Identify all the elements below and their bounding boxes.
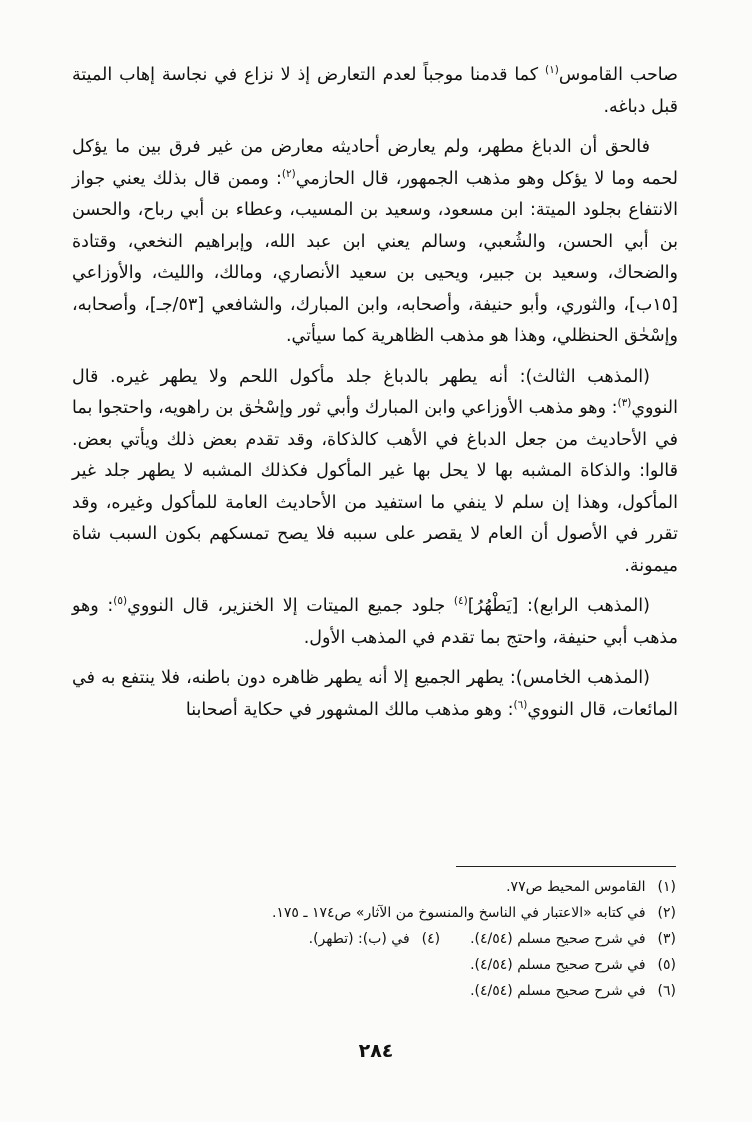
footnote-number: (١) bbox=[657, 879, 676, 895]
paragraph-4 bbox=[72, 591, 678, 654]
footnote-ref-4: (٤) bbox=[453, 595, 468, 608]
text-run: : وهو مذهب الأوزاعي وابن المبارك وأبي ثور وإسْحٰق بن راهويه، واحتجوا بما في الأحاديث من جعل الدباغ في الأهب كالذكاة، وقد تقدم بعض ذلك ويأتي بعض. قالوا: والذكاة المشبه بها لا يحل بها غير المأكول فكذلك المشبه لا يطهر جلد غير المأكول، وهذا إن سلم لا ينفي ما استفيد من الأحاديث العامة للمأكول وغيره، وقد تقرر في الأصول أن العام لا يقصر على سببه فلا يصح تمسكهم بكون السبب شاة ميمونة. bbox=[72, 398, 678, 576]
footnote-5 bbox=[256, 952, 676, 978]
footnote-ref-5: (٥) bbox=[113, 595, 128, 608]
text-run: : وممن قال بذلك يعني جواز الانتفاع بجلود الميتة: ابن مسعود، وسعيد بن المسيب، وعطاء بن أبي رباح، والحسن بن أبي الحسن، والشُعبي، وسالم يعني ابن عبد الله، وإبراهيم النخعي، وقتادة والضحاك، وسعيد بن جبير، ويحيى بن سعيد الأنصاري، ومالك، والليث، والأوزاعي [١٥ب]، والثوري، وأبو حنيفة، وأصحابه، وابن المبارك، والشافعي [٥٣/جـ]، وأصحابه، وإسْحٰق الحنظلي، وهذا هو مذهب الظاهرية كما سيأتي. bbox=[72, 168, 678, 346]
paragraph-2 bbox=[72, 132, 678, 353]
text-run: جلود جميع الميتات إلا الخنزير، قال النووي bbox=[127, 596, 454, 616]
footnote-text: في شرح صحيح مسلم (٤/٥٤). bbox=[470, 983, 646, 999]
footnote-6 bbox=[256, 978, 676, 1004]
footnote-number: (٦) bbox=[657, 983, 676, 999]
main-text bbox=[72, 60, 678, 726]
footnote-number: (٤) bbox=[421, 931, 441, 947]
text-run: (المذهب الرابع): [يَطْهُرُ] bbox=[467, 596, 650, 616]
footnote-2 bbox=[256, 900, 676, 926]
footnote-text: في (ب): (تطهر). bbox=[308, 931, 410, 947]
text-run: : وهو مذهب مالك المشهور في حكاية أصحابنا bbox=[185, 699, 514, 720]
text-run: : وهو مذهب أبي حنيفة، واحتج بما تقدم في المذهب الأول. bbox=[72, 596, 678, 648]
footnote-divider bbox=[456, 866, 676, 867]
footnote-number: (٢) bbox=[657, 905, 676, 921]
footnote-ref-6: (٦) bbox=[513, 698, 528, 711]
footnote-text: في شرح صحيح مسلم (٤/٥٤). bbox=[470, 957, 646, 973]
footnote-number: (٥) bbox=[657, 957, 676, 973]
footnotes bbox=[256, 874, 676, 1004]
text-run: فالحق أن الدباغ مطهر، ولم يعارض أحاديثه معارض من غير فرق بين ما يؤكل لحمه وما لا يؤكل وهو مذهب الجمهور، قال الحازمي bbox=[72, 137, 678, 189]
footnote-3-4 bbox=[256, 926, 676, 952]
paragraph-1 bbox=[72, 60, 678, 123]
text-run: (المذهب الثالث): أنه يطهر بالدباغ جلد مأكول اللحم ولا يطهر غيره. قال النووي bbox=[72, 366, 678, 418]
footnote-ref-1: (١) bbox=[544, 64, 559, 77]
paragraph-5 bbox=[72, 663, 678, 726]
footnote-number: (٣) bbox=[657, 931, 676, 947]
footnote-1 bbox=[256, 874, 676, 900]
footnote-text: في كتابه «الاعتبار في الناسخ والمنسوخ من الآثار» ص١٧٤ ـ ١٧٥. bbox=[271, 905, 646, 921]
text-run: صاحب القاموس bbox=[558, 65, 678, 85]
text-run: (المذهب الخامس): يطهر الجميع إلا أنه يطهر ظاهره دون باطنه، فلا ينتفع به في المائعات، قال النووي bbox=[72, 668, 678, 720]
paragraph-3 bbox=[72, 362, 678, 583]
footnote-text: القاموس المحيط ص٧٧. bbox=[506, 879, 646, 895]
text-run: كما قدمنا موجباً لعدم التعارض إذ لا نزاع في نجاسة إهاب الميتة قبل دباغه. bbox=[72, 65, 678, 117]
footnote-text: في شرح صحيح مسلم (٤/٥٤). bbox=[470, 931, 646, 947]
footnote-ref-3: (٣) bbox=[617, 397, 632, 410]
page-number: ٢٨٤ bbox=[358, 1040, 394, 1062]
footnote-ref-2: (٢) bbox=[281, 167, 296, 180]
